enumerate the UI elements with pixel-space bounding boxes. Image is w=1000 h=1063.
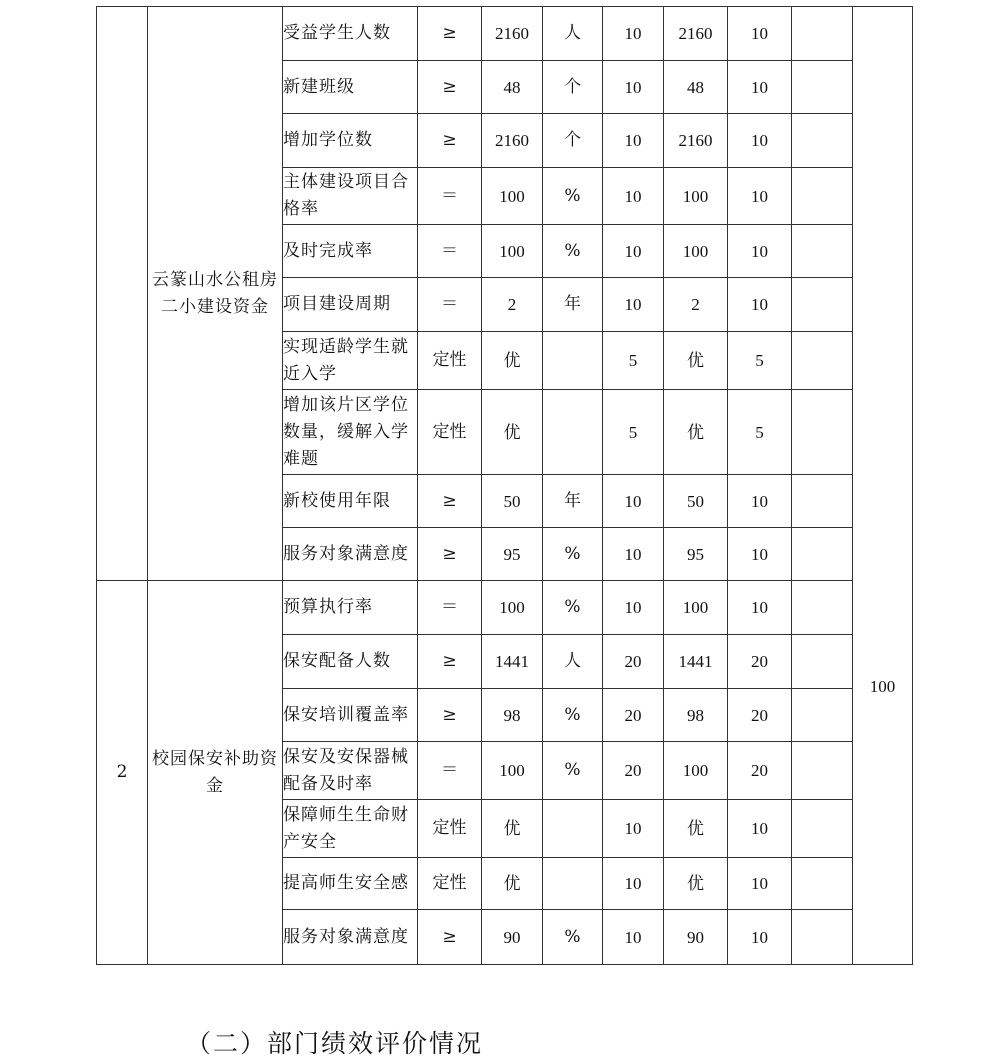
project-name: 校园保安补助资金 [148, 581, 283, 965]
cell-target: 1441 [482, 635, 543, 689]
cell-actual: 优 [664, 332, 728, 390]
cell-actual: 2160 [664, 114, 728, 168]
total-score: 100 [853, 7, 913, 965]
cell-actual: 1441 [664, 635, 728, 689]
cell-op: 定性 [418, 332, 482, 390]
indicator-name: 新校使用年限 [283, 475, 418, 528]
cell-op: 定性 [418, 858, 482, 910]
cell-actual: 48 [664, 61, 728, 114]
cell-weight: 10 [603, 7, 664, 61]
cell-remark [792, 635, 853, 689]
cell-unit: % [543, 225, 603, 278]
cell-score: 10 [728, 114, 792, 168]
table-row [97, 581, 913, 635]
cell-weight: 5 [603, 332, 664, 390]
cell-unit: % [543, 689, 603, 742]
cell-actual: 优 [664, 858, 728, 910]
indicator-name: 保障师生生命财产安全 [283, 800, 418, 858]
cell-score: 10 [728, 858, 792, 910]
cell-actual: 50 [664, 475, 728, 528]
indicator-name: 增加学位数 [283, 114, 418, 168]
indicator-name: 保安配备人数 [283, 635, 418, 689]
cell-remark [792, 114, 853, 168]
cell-target: 优 [482, 858, 543, 910]
cell-unit [543, 390, 603, 475]
indicator-name: 提高师生安全感 [283, 858, 418, 910]
cell-score: 10 [728, 7, 792, 61]
indicator-name: 保安培训覆盖率 [283, 689, 418, 742]
cell-weight: 10 [603, 800, 664, 858]
cell-score: 10 [728, 168, 792, 225]
cell-target: 90 [482, 910, 543, 965]
cell-actual: 95 [664, 528, 728, 581]
cell-unit: 年 [543, 475, 603, 528]
cell-remark [792, 225, 853, 278]
cell-remark [792, 742, 853, 800]
cell-weight: 10 [603, 278, 664, 332]
cell-weight: 20 [603, 635, 664, 689]
indicator-name: 服务对象满意度 [283, 910, 418, 965]
cell-remark [792, 7, 853, 61]
cell-op: 定性 [418, 800, 482, 858]
indicator-name: 及时完成率 [283, 225, 418, 278]
cell-op: ≥ [418, 528, 482, 581]
cell-remark [792, 800, 853, 858]
cell-unit: % [543, 742, 603, 800]
cell-score: 10 [728, 225, 792, 278]
cell-remark [792, 475, 853, 528]
cell-score: 10 [728, 910, 792, 965]
indicator-name: 受益学生人数 [283, 7, 418, 61]
cell-actual: 100 [664, 168, 728, 225]
cell-score: 10 [728, 800, 792, 858]
cell-remark [792, 581, 853, 635]
cell-unit: 人 [543, 7, 603, 61]
cell-unit [543, 800, 603, 858]
cell-unit [543, 858, 603, 910]
table-body [97, 7, 913, 965]
cell-actual: 2 [664, 278, 728, 332]
cell-op: ≥ [418, 7, 482, 61]
cell-op: ＝ [418, 278, 482, 332]
cell-target: 100 [482, 225, 543, 278]
indicator-name: 保安及安保器械配备及时率 [283, 742, 418, 800]
cell-remark [792, 390, 853, 475]
cell-remark [792, 858, 853, 910]
cell-target: 优 [482, 390, 543, 475]
cell-weight: 10 [603, 114, 664, 168]
cell-op: ≥ [418, 475, 482, 528]
indicator-name: 实现适龄学生就近入学 [283, 332, 418, 390]
cell-remark [792, 528, 853, 581]
cell-op: ＝ [418, 742, 482, 800]
cell-score: 10 [728, 475, 792, 528]
cell-target: 优 [482, 800, 543, 858]
cell-actual: 98 [664, 689, 728, 742]
cell-op: ≥ [418, 61, 482, 114]
cell-remark [792, 332, 853, 390]
cell-remark [792, 689, 853, 742]
cell-actual: 2160 [664, 7, 728, 61]
indicator-name: 服务对象满意度 [283, 528, 418, 581]
cell-unit: 个 [543, 114, 603, 168]
project-name: 云篆山水公租房二小建设资金 [148, 7, 283, 581]
table-row [97, 7, 913, 61]
cell-op: ≥ [418, 910, 482, 965]
cell-op: ≥ [418, 689, 482, 742]
cell-weight: 20 [603, 689, 664, 742]
cell-score: 20 [728, 742, 792, 800]
cell-score: 5 [728, 390, 792, 475]
cell-target: 95 [482, 528, 543, 581]
cell-actual: 100 [664, 742, 728, 800]
indicator-name: 主体建设项目合格率 [283, 168, 418, 225]
cell-remark [792, 61, 853, 114]
cell-score: 20 [728, 689, 792, 742]
indicator-name: 增加该片区学位数量，缓解入学难题 [283, 390, 418, 475]
cell-unit: % [543, 581, 603, 635]
cell-weight: 10 [603, 61, 664, 114]
indicator-name: 项目建设周期 [283, 278, 418, 332]
cell-op: ≥ [418, 635, 482, 689]
cell-weight: 10 [603, 910, 664, 965]
cell-weight: 10 [603, 475, 664, 528]
cell-weight: 10 [603, 858, 664, 910]
cell-actual: 优 [664, 800, 728, 858]
cell-target: 48 [482, 61, 543, 114]
cell-actual: 100 [664, 225, 728, 278]
cell-target: 2160 [482, 7, 543, 61]
cell-unit: % [543, 168, 603, 225]
cell-unit: 人 [543, 635, 603, 689]
project-number: 2 [97, 581, 148, 965]
cell-target: 100 [482, 581, 543, 635]
cell-weight: 10 [603, 168, 664, 225]
cell-score: 5 [728, 332, 792, 390]
cell-op: ＝ [418, 581, 482, 635]
cell-target: 优 [482, 332, 543, 390]
cell-op: 定性 [418, 390, 482, 475]
cell-actual: 优 [664, 390, 728, 475]
cell-target: 98 [482, 689, 543, 742]
cell-unit: 年 [543, 278, 603, 332]
project-number [97, 7, 148, 581]
cell-score: 20 [728, 635, 792, 689]
section-heading: （二）部门绩效评价情况 [186, 1029, 484, 1058]
cell-score: 10 [728, 581, 792, 635]
cell-target: 50 [482, 475, 543, 528]
cell-target: 100 [482, 168, 543, 225]
cell-unit: 个 [543, 61, 603, 114]
cell-actual: 100 [664, 581, 728, 635]
performance-table [96, 6, 913, 965]
cell-remark [792, 910, 853, 965]
cell-weight: 20 [603, 742, 664, 800]
cell-unit: % [543, 910, 603, 965]
cell-weight: 10 [603, 225, 664, 278]
cell-score: 10 [728, 278, 792, 332]
cell-op: ＝ [418, 225, 482, 278]
cell-weight: 10 [603, 581, 664, 635]
indicator-name: 预算执行率 [283, 581, 418, 635]
cell-target: 2160 [482, 114, 543, 168]
cell-remark [792, 278, 853, 332]
cell-unit: % [543, 528, 603, 581]
cell-op: ≥ [418, 114, 482, 168]
cell-weight: 10 [603, 528, 664, 581]
cell-actual: 90 [664, 910, 728, 965]
cell-remark [792, 168, 853, 225]
cell-score: 10 [728, 61, 792, 114]
cell-target: 100 [482, 742, 543, 800]
cell-unit [543, 332, 603, 390]
cell-score: 10 [728, 528, 792, 581]
cell-target: 2 [482, 278, 543, 332]
cell-weight: 5 [603, 390, 664, 475]
indicator-name: 新建班级 [283, 61, 418, 114]
cell-op: ＝ [418, 168, 482, 225]
